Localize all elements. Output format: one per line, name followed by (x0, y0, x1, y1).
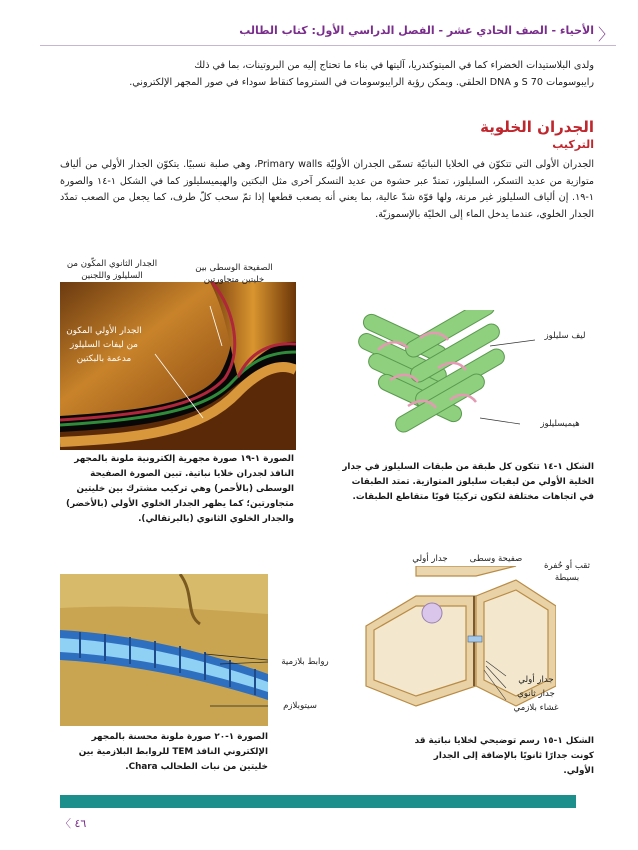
header-rule (40, 45, 616, 46)
footer-band (60, 795, 576, 808)
figure-15-label-lamella: صفيحة وسطى (469, 554, 523, 564)
chevron-right-icon[interactable]: 〉 (597, 25, 614, 44)
section-subtitle: التركيب (552, 138, 594, 151)
header-title: الأحياء - الصف الحادي عشر - الفصل الدراسي الأول: كتاب الطالب (239, 24, 594, 37)
figure-15-label-primary: جدار أولي (518, 675, 554, 685)
photo-20-micrograph (60, 574, 268, 726)
page-number: 〈 ٤٦ (60, 817, 87, 830)
running-header (40, 22, 616, 44)
figure-14-illustration (330, 310, 535, 460)
photo-19-label-lamella: الصفيحة الوسطى بين خليتين متجاورتين (195, 263, 273, 285)
intro-line-1: ولدى البلاستيدات الخضراء كما في الميتوكندريا، آليتها في بناء ما تحتاج إليه من البروتينات، بما في ذلك (194, 60, 594, 71)
photo-19-label-secondary: الجدار الثانوي المكّون من السليلوز واللجنين (66, 259, 158, 281)
photo-19-micrograph (60, 282, 296, 450)
figure-15-label-secondary: جدار ثانوي (517, 689, 555, 699)
figure-15-label-pit: ثقب أو حُفرة بسيطة (543, 561, 591, 583)
photo-20-caption: الصورة ١-٢٠ صورة ملونة محسنة بالمجهر الإلكتروني النافذ TEM للروابط البلازمية بين خليتين من نبات الطحالب Chara. (78, 732, 268, 772)
photo-19-caption: الصورة ١-١٩ صورة مجهرية إلكترونية ملونة بالمجهر النافذ لجدران خلايا نباتية. تبين الصورة الصفيحة الوسطى (بالأحمر) وهي تركيب مشترك بين خليتين متجاورتين؛ كما يظهر الجدار الخلوي الأولي (بالأخضر) والجدار الخلوي الثانوي (بالبرتقالي). (66, 454, 294, 524)
intro-paragraph (60, 58, 594, 91)
chevron-left-icon[interactable]: 〈 (60, 817, 71, 830)
section-title: الجدران الخلوية (480, 118, 594, 136)
photo-20-label-plasmodesmata: روابط بلازمية (281, 657, 329, 667)
figure-15-label-primary-top: جدار أولي (412, 554, 448, 564)
figure-14-label-fibre: ليف سليلوز (544, 331, 586, 341)
figure-14-caption: الشكل ١-١٤ تتكون كل طبقة من طبقات السليلوز في جدار الخلية الأولي من ليفيات سليلوز المتوازية. تمتد الطبقات في اتجاهات مختلفة لتكون تركيبًا قويًا متقاطع الطبقات. (342, 462, 594, 502)
intro-line-2: رايبوسومات S 70 و DNA الحلقي. ويمكن رؤية الرايبوسومات في الستروما كنقاط سوداء في صور المجهر الإلكتروني. (129, 76, 594, 88)
photo-19-label-primary: الجدار الأولي المكون من ليفات السليلوز مدعمة بالبكتين (66, 326, 142, 364)
section-body: الجدران الأولى التي تتكوّن في الخلايا النباتيّة تسمّى الجدران الأوليّة Primary walls، وهي صلبة نسبيًا. يتكوّن الجدار الأولي من ألياف متوازية من عديد التسكر، السليلوز، تمتدّ عبر حشوة من عديد التسكر آخرى مثل البكتين والهيميسليلوز كما في الشكل ١-١٤ والصورة ١-١٩. إن ألياف السليلوز غير مرنة، ولها قوّة شدّ عالية، بما يعني أنه يصعب قطعها إذا تمّ سحب كلّ طرف، كما يجعل من الصعب تمدّد الجدار الخلوي، عندما يدخل الماء إلى الخليّة بالإسموزيّة. (60, 159, 594, 220)
figure-15-caption: الشكل ١-١٥ رسم توضيحي لخلايا نباتية قد كونت جدارًا ثانويًا بالإضافة إلى الجدار الأولي. (414, 736, 594, 776)
figure-15-label-membrane: غشاء بلازمي (513, 703, 559, 713)
photo-20-label-cytoplasm: سيتوبلازم (283, 701, 317, 711)
figure-14-label-hemicellulose: هيميسليلوز (540, 419, 580, 429)
